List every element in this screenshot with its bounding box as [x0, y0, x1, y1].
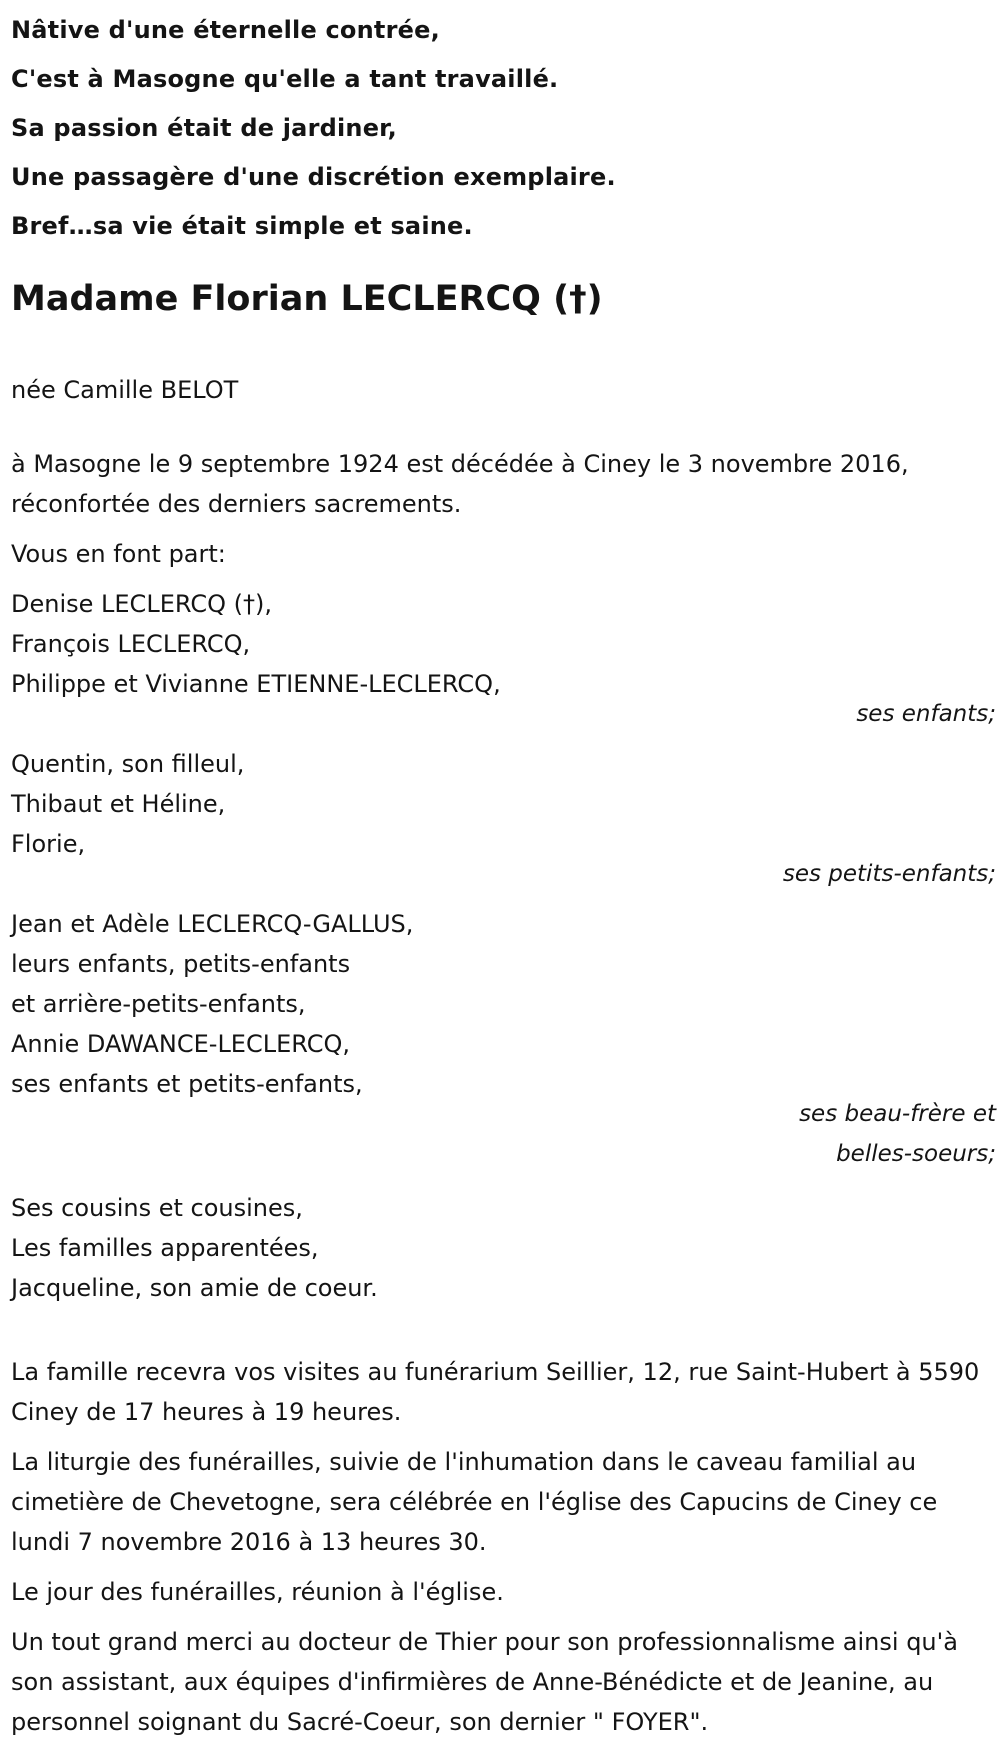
relation-label-line: ses beau-frère et: [799, 1101, 996, 1127]
family-member: Jacqueline, son amie de coeur.: [11, 1274, 378, 1302]
family-member: Annie DAWANCE-LECLERCQ,: [11, 1030, 351, 1058]
relation-label-line: ses petits-enfants;: [782, 861, 996, 887]
family-member: François LECLERCQ,: [11, 630, 251, 658]
family-member: Les familles apparentées,: [11, 1234, 319, 1262]
family-member: Denise LECLERCQ (†),: [11, 590, 272, 618]
family-group-grandchildren: [11, 744, 996, 894]
family-member: et arrière-petits-enfants,: [11, 990, 306, 1018]
family-member: Ses cousins et cousines,: [11, 1194, 303, 1222]
relation-label-line: belles-soeurs;: [836, 1141, 996, 1167]
family-member: Philippe et Vivianne ETIENNE-LECLERCQ,: [11, 670, 501, 698]
relation-label-line: ses enfants;: [856, 701, 996, 727]
poem-line: Sa passion était de jardiner,: [11, 114, 398, 142]
family-group-extended: [11, 1188, 996, 1308]
family-member: ses enfants et petits-enfants,: [11, 1070, 363, 1098]
family-member: Thibaut et Héline,: [11, 790, 226, 818]
poem-line: Une passagère d'une discrétion exemplaire.: [11, 163, 616, 191]
poem-line: C'est à Masogne qu'elle a tant travaillé.: [11, 65, 559, 93]
family-group-in-laws: [11, 904, 996, 1174]
family-member: Quentin, son filleul,: [11, 750, 245, 778]
visits-info: La famille recevra vos visites au funérarium Seillier, 12, rue Saint-Hubert à 5590 Ciney de 17 heures à 19 heures.: [11, 1358, 980, 1426]
poem-line: Nâtive d'une éternelle contrée,: [11, 16, 440, 44]
liturgy-info: La liturgie des funérailles, suivie de l'inhumation dans le caveau familial au cimetière de Chevetogne, sera célébrée en l'église des Capucins de Ciney ce lundi 7 novembre 2016 à 13 heures 30.: [11, 1448, 938, 1556]
maiden-name: née Camille BELOT: [11, 376, 239, 404]
family-member: leurs enfants, petits-enfants: [11, 950, 351, 978]
poem-line: Bref…sa vie était simple et saine.: [11, 212, 473, 240]
thanks-message: Un tout grand merci au docteur de Thier pour son professionnalisme ainsi qu'à son assistant, aux équipes d'infirmières de Anne-Bénédicte et de Jeanine, au personnel soignant du Sacré-Coeur, son dernier " FOYER".: [11, 1628, 958, 1736]
poem: [11, 0, 1000, 251]
relation-label: [11, 1094, 996, 1174]
reunion-info: Le jour des funérailles, réunion à l'église.: [11, 1578, 504, 1606]
family-member: Florie,: [11, 830, 86, 858]
birth-death-statement: à Masogne le 9 septembre 1924 est décédée à Ciney le 3 novembre 2016, réconfortée des derniers sacrements.: [11, 450, 909, 518]
relation-label: [11, 854, 996, 894]
deceased-name-title: Madame Florian LECLERCQ (†): [11, 279, 603, 319]
announcement-intro: Vous en font part:: [11, 540, 226, 568]
family-group-children: [11, 584, 996, 734]
family-member: Jean et Adèle LECLERCQ-GALLUS,: [11, 910, 414, 938]
